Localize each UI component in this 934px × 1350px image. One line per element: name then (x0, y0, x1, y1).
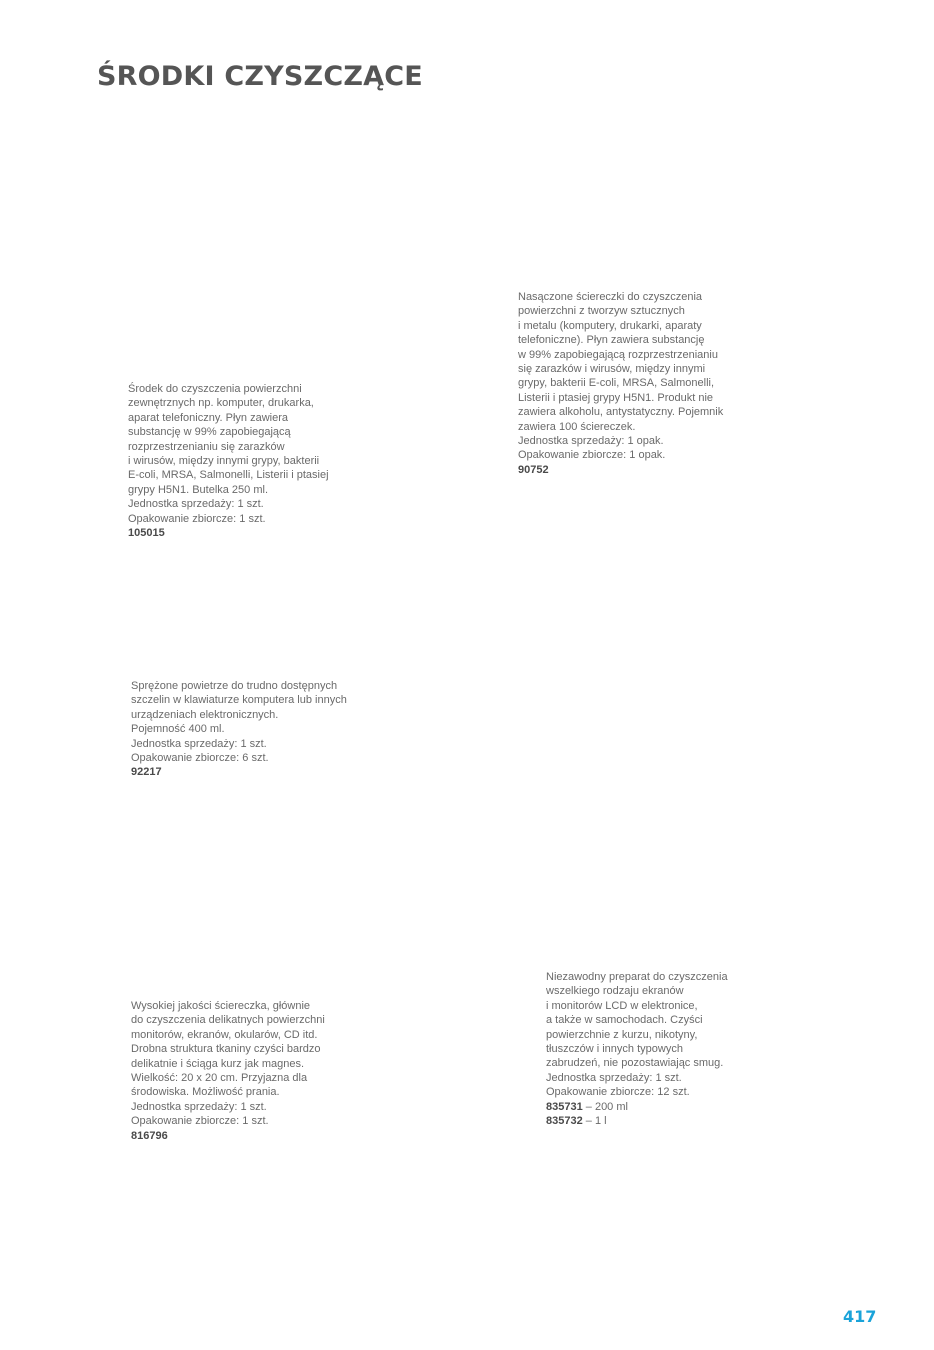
description-line: grypy H5N1. Butelka 250 ml. (128, 483, 269, 496)
sales-unit: Jednostka sprzedaży: 1 szt. (131, 1100, 267, 1113)
product-code: 92217 (131, 766, 162, 779)
variant-size: – 1 l (582, 1115, 607, 1128)
description-line: Niezawodny preparat do czyszczenia (546, 971, 728, 983)
description-line: powierzchni z tworzyw sztucznych (518, 305, 685, 318)
description-line: i wirusów, między innymi grypy, bakterii (128, 455, 320, 468)
sales-unit: Jednostka sprzedaży: 1 szt. (128, 498, 264, 511)
description-line: w 99% zapobiegającą rozprzestrzenianiu (518, 348, 718, 361)
bulk-pack: Opakowanie zbiorcze: 1 szt. (128, 512, 266, 525)
description-line: aparat telefoniczny. Płyn zawiera (128, 411, 288, 424)
description-line: do czyszczenia delikatnych powierzchni (131, 1014, 325, 1027)
bulk-pack: Opakowanie zbiorcze: 1 opak. (518, 449, 666, 462)
description-line: grypy, bakterii E-coli, MRSA, Salmonelli, (518, 377, 715, 390)
description-line: Wysokiej jakości ściereczka, głównie (131, 1000, 311, 1012)
description-line: Wielkość: 20 x 20 cm. Przyjazna dla (131, 1072, 308, 1085)
variant-size: – 200 ml (582, 1100, 628, 1113)
product-description-cleaning-cloth (131, 999, 325, 1143)
product-code: 105015 (128, 527, 165, 540)
description-line: powierzchnie z kurzu, nikotyny, (546, 1028, 698, 1041)
product-description-wet-wipes (518, 290, 723, 477)
bulk-pack: Opakowanie zbiorcze: 1 szt. (131, 1115, 269, 1128)
description-line: zawiera 100 ściereczek. (518, 420, 636, 433)
description-line: szczelin w klawiaturze komputera lub innych (131, 694, 347, 707)
description-line: substancję w 99% zapobiegającą (128, 426, 291, 439)
product-code: 835732 (546, 1115, 583, 1128)
description-line: zawiera alkoholu, antystatyczny. Pojemnik (518, 406, 724, 419)
description-line: zewnętrznych np. komputer, drukarka, (128, 397, 314, 410)
description-line: środowiska. Możliwość prania. (131, 1086, 280, 1099)
description-line: a także w samochodach. Czyści (546, 1014, 703, 1027)
product-variant (546, 1100, 728, 1114)
description-line: i metalu (komputery, drukarki, aparaty (518, 319, 702, 332)
product-code: 90752 (518, 463, 549, 476)
bulk-pack: Opakowanie zbiorcze: 12 szt. (546, 1086, 690, 1099)
description-line: Drobna struktura tkaniny czyści bardzo (131, 1043, 321, 1056)
capacity: Pojemność 400 ml. (131, 723, 225, 736)
sales-unit: Jednostka sprzedaży: 1 opak. (518, 435, 664, 448)
sales-unit: Jednostka sprzedaży: 1 szt. (546, 1071, 682, 1084)
description-line: Listerii i ptasiej grypy H5N1. Produkt nie (518, 391, 714, 404)
description-line: Sprężone powietrze do trudno dostępnych (131, 680, 338, 692)
description-line: telefoniczne). Płyn zawiera substancję (518, 334, 705, 347)
description-line: tłuszczów i innych typowych (546, 1043, 683, 1056)
description-line: zabrudzeń, nie pozostawiając smug. (546, 1057, 724, 1070)
product-code: 835731 (546, 1100, 583, 1113)
page-number: 417 (843, 1307, 877, 1326)
description-line: wszelkiego rodzaju ekranów (546, 985, 684, 998)
product-description-compressed-air (131, 679, 347, 780)
product-code: 816796 (131, 1129, 168, 1142)
description-line: się zarazków i wirusów, między innymi (518, 363, 706, 376)
description-line: monitorów, ekranów, okularów, CD itd. (131, 1028, 318, 1041)
description-line: Nasączone ściereczki do czyszczenia (518, 291, 703, 303)
description-line: urządzeniach elektronicznych. (131, 708, 279, 721)
sales-unit: Jednostka sprzedaży: 1 szt. (131, 737, 267, 750)
description-line: delikatnie i ściąga kurz jak magnes. (131, 1057, 305, 1070)
product-description-screen-cleaner (546, 970, 728, 1128)
description-line: i monitorów LCD w elektronice, (546, 999, 698, 1012)
product-variant (546, 1114, 728, 1128)
description-line: Środek do czyszczenia powierzchni (128, 383, 302, 395)
description-line: E-coli, MRSA, Salmonelli, Listerii i ptasiej (128, 469, 329, 482)
product-description-surface-cleaner (128, 382, 329, 540)
description-line: rozprzestrzenianiu się zarazków (128, 440, 285, 453)
bulk-pack: Opakowanie zbiorcze: 6 szt. (131, 752, 269, 765)
page-title: ŚRODKI CZYSZCZĄCE (97, 61, 423, 92)
